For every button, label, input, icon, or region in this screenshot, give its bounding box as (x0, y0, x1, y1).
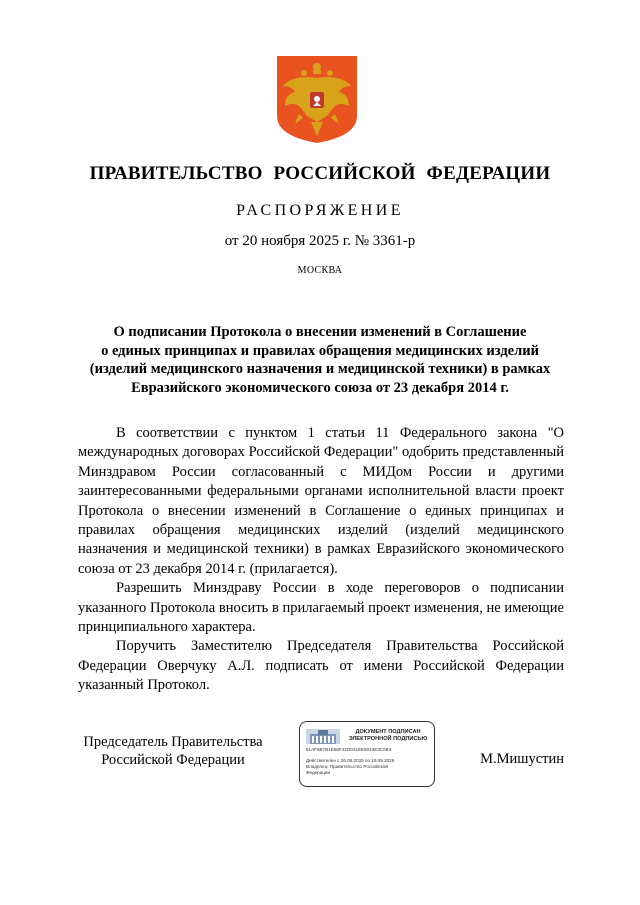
signatory-position-line: Председатель Правительства (83, 734, 263, 750)
heading-line: (изделий медицинского назначения и медицинской техники) в рамках (89, 361, 551, 377)
document-body (78, 424, 564, 696)
government-building-icon (306, 729, 340, 744)
stamp-owner: Федерации (306, 770, 331, 775)
document-type: РАСПОРЯЖЕНИЕ (236, 202, 404, 219)
body-paragraph: Поручить Заместителю Председателя Правительства Российской Федерации Оверчуку А.Л. подписать от имени Российской Федерации указанный Протокол. (78, 638, 564, 694)
body-paragraph: Разрешить Минздраву России в ходе переговоров о подписании указанного Протокола вносить в прилагаемый проект изменения, не имеющие принципиального характера. (78, 580, 564, 636)
signatory-position (78, 733, 268, 769)
document-heading (70, 323, 570, 397)
signatory-position-line: Российской Федерации (101, 752, 245, 768)
stamp-title (345, 729, 431, 743)
stamp-title-line: ДОКУМЕНТ ПОДПИСАН (355, 729, 421, 735)
heading-line: о единых принципах и правилах обращения медицинских изделий (101, 342, 539, 359)
body-paragraph: В соответствии с пунктом 1 статьи 11 Федерального закона "О международных договорах Российской Федерации" одобрить представленный Минздравом России согласованный с МИДом России и другими заинтересованными федеральными органами исполнительной власти проект Протокола о внесении изменений в Соглашение о единых принципах и правилах обращения медицинских изделий (изделий медицинского назначения и медицинской техники) в рамках Евразийского экономического союза от 23 декабря 2014 г. (прилагается). (78, 425, 564, 577)
electronic-signature-stamp (299, 721, 435, 787)
stamp-validity: Действителен с 26.06.2025 по 19.09.2026 (306, 758, 395, 763)
stamp-certificate: 51AF6B7B1E66F42D041EE5043E3C0E3 (306, 747, 392, 752)
heading-line: О подписании Протокола о внесении изменений в Соглашение (113, 324, 527, 340)
document-date-number: от 20 ноября 2025 г. № 3361-р (224, 233, 416, 249)
stamp-title-line: ЭЛЕКТРОННОЙ ПОДПИСЬЮ (348, 736, 428, 742)
document-city: МОСКВА (297, 265, 343, 276)
signatory-name: М.Мишустин (480, 751, 564, 767)
government-title: ПРАВИТЕЛЬСТВО РОССИЙСКОЙ ФЕДЕРАЦИИ (89, 163, 551, 184)
stamp-owner: Владелец: Правительство Российской (306, 764, 388, 769)
heading-line: Евразийского экономического союза от 23 декабря 2014 г. (131, 379, 509, 396)
coat-of-arms-icon (277, 56, 357, 143)
